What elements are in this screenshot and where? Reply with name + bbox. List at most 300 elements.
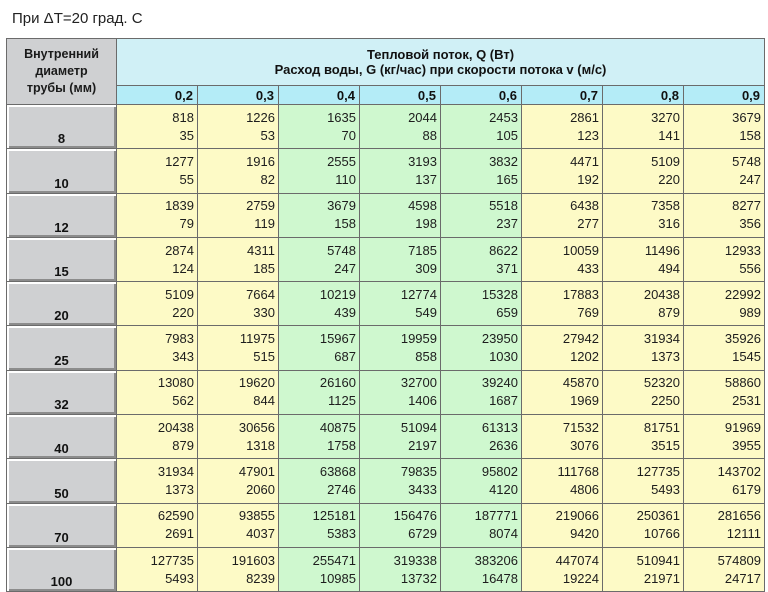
water-flow-value: 1373 (165, 482, 194, 498)
heat-flow-value: 125181 (312, 508, 356, 524)
heat-flow-value: 10219 (319, 286, 356, 302)
heat-flow-value: 71532 (562, 419, 599, 435)
value-cell (360, 193, 441, 237)
water-flow-value: 88 (422, 127, 437, 143)
water-flow-value: 2636 (489, 437, 518, 453)
water-flow-value: 119 (254, 216, 275, 232)
value-cell (279, 370, 360, 414)
heat-flow-value: 81751 (643, 419, 680, 435)
water-flow-value: 19224 (562, 570, 599, 586)
water-flow-value: 879 (172, 437, 194, 453)
water-flow-value: 12111 (726, 526, 762, 542)
water-flow-value: 4120 (489, 482, 518, 498)
heat-flow-value: 39240 (481, 375, 518, 391)
value-cell (198, 149, 279, 193)
water-flow-value: 1406 (408, 393, 437, 409)
heat-flow-value: 23950 (481, 331, 518, 347)
heat-flow-value: 32700 (400, 375, 437, 391)
heat-flow-value: 93855 (238, 508, 275, 524)
value-cell (198, 326, 279, 370)
value-cell (279, 326, 360, 370)
diameter-cell: 32 (7, 370, 117, 414)
value-cell (603, 503, 684, 547)
value-cell (522, 105, 603, 149)
value-cell (522, 326, 603, 370)
diameter-header-line: трубы (мм) (26, 81, 97, 95)
water-flow-value: 1125 (328, 393, 356, 409)
value-cell (117, 237, 198, 281)
value-cell (441, 415, 522, 459)
value-cell (117, 415, 198, 459)
water-flow-value: 858 (415, 349, 437, 365)
value-cell (360, 415, 441, 459)
water-flow-value: 5493 (651, 482, 680, 498)
heat-flow-value: 1635 (327, 109, 356, 125)
title-heat-flow: Тепловой поток, Q (Вт) (366, 47, 515, 62)
heat-flow-value: 1839 (165, 198, 194, 214)
table-caption: При ΔT=20 град. С (12, 10, 143, 27)
water-flow-value: 1758 (327, 437, 356, 453)
speed-header-cell: 0,9 (684, 86, 765, 105)
water-flow-value: 2531 (732, 393, 762, 409)
water-flow-value: 55 (179, 171, 194, 187)
value-cell (522, 149, 603, 193)
heat-flow-value: 187771 (474, 508, 518, 524)
table-row (7, 149, 765, 193)
heat-flow-value: 7664 (246, 286, 275, 302)
speed-header-cell: 0,5 (360, 86, 441, 105)
value-cell (279, 237, 360, 281)
heat-flow-value: 250361 (636, 508, 680, 524)
water-flow-value: 237 (496, 216, 518, 232)
value-cell (198, 105, 279, 149)
water-flow-value: 4037 (246, 526, 275, 542)
diameter-header-line: Внутренний (24, 47, 99, 61)
heat-flow-value: 15328 (481, 286, 518, 302)
water-flow-value: 220 (172, 304, 194, 320)
water-flow-value: 123 (577, 127, 599, 143)
water-flow-value: 556 (739, 260, 762, 276)
value-cell (522, 282, 603, 326)
heat-flow-value: 219066 (555, 508, 599, 524)
speed-header-cell: 0,6 (441, 86, 522, 105)
value-cell (279, 282, 360, 326)
water-flow-value: 5493 (165, 570, 194, 586)
water-flow-value: 6729 (408, 526, 437, 542)
water-flow-value: 2060 (246, 482, 275, 498)
heat-flow-value: 5748 (732, 153, 762, 169)
water-flow-value: 1030 (489, 349, 518, 365)
diameter-header (7, 39, 117, 105)
diameter-cell: 50 (7, 459, 117, 503)
heat-flow-value: 17883 (562, 286, 599, 302)
speed-header-cell: 0,3 (198, 86, 279, 105)
table-row (7, 237, 765, 281)
diameter-cell: 100 (7, 547, 117, 591)
value-cell (441, 237, 522, 281)
diameter-cell: 25 (7, 326, 117, 370)
heat-flow-value: 10059 (562, 242, 599, 258)
water-flow-value: 309 (415, 260, 437, 276)
speed-header-cell: 0,7 (522, 86, 603, 105)
value-cell (441, 193, 522, 237)
heat-flow-value: 447074 (555, 552, 599, 568)
heat-flow-value: 31934 (157, 464, 194, 480)
heat-flow-value: 3832 (489, 153, 518, 169)
speed-header-row (7, 86, 765, 105)
heat-flow-value: 127735 (636, 464, 680, 480)
value-cell (279, 149, 360, 193)
heat-flow-value: 1916 (246, 153, 275, 169)
diameter-cell: 40 (7, 415, 117, 459)
table-row (7, 370, 765, 414)
water-flow-value: 110 (335, 171, 356, 187)
table-row (7, 282, 765, 326)
heat-flow-value: 20438 (157, 419, 194, 435)
value-cell (522, 459, 603, 503)
table-row (7, 193, 765, 237)
value-cell (441, 282, 522, 326)
value-cell (360, 237, 441, 281)
value-cell (279, 503, 360, 547)
value-cell (198, 459, 279, 503)
value-cell (117, 370, 198, 414)
value-cell (360, 282, 441, 326)
heat-flow-value: 12933 (724, 242, 762, 258)
water-flow-value: 1969 (570, 393, 599, 409)
diameter-cell: 15 (7, 237, 117, 281)
value-cell (117, 149, 198, 193)
value-cell (441, 547, 522, 591)
water-flow-value: 53 (260, 127, 275, 143)
water-flow-value: 13732 (400, 570, 437, 586)
heat-flow-value: 30656 (238, 419, 275, 435)
water-flow-value: 158 (334, 216, 356, 232)
water-flow-value: 2250 (651, 393, 680, 409)
value-cell (117, 326, 198, 370)
value-cell (360, 105, 441, 149)
heat-flow-value: 2453 (489, 109, 518, 125)
value-cell (198, 547, 279, 591)
heat-flow-value: 4598 (408, 198, 437, 214)
value-cell (441, 370, 522, 414)
water-flow-value: 356 (739, 216, 762, 232)
water-flow-value: 4806 (570, 482, 599, 498)
heat-flow-value: 19620 (238, 375, 275, 391)
water-flow-value: 1545 (732, 349, 762, 365)
heat-flow-value: 2874 (165, 242, 194, 258)
heat-flow-value: 63868 (319, 464, 356, 480)
heat-flow-value: 5748 (327, 242, 356, 258)
water-flow-value: 2746 (327, 482, 356, 498)
value-cell (684, 370, 765, 414)
water-flow-value: 82 (260, 171, 275, 187)
heat-flow-value: 319338 (393, 552, 437, 568)
water-flow-value: 371 (496, 260, 518, 276)
water-flow-value: 989 (739, 304, 762, 320)
water-flow-value: 549 (415, 304, 437, 320)
heat-flow-value: 8277 (732, 198, 762, 214)
water-flow-value: 79 (179, 216, 194, 232)
value-cell (117, 459, 198, 503)
water-flow-value: 3076 (570, 437, 599, 453)
water-flow-value: 9420 (570, 526, 599, 542)
water-flow-value: 1202 (570, 349, 599, 365)
value-cell (279, 105, 360, 149)
value-cell (198, 193, 279, 237)
water-flow-value: 439 (334, 304, 356, 320)
heat-flow-value: 11975 (239, 331, 275, 347)
heat-flow-value: 510941 (636, 552, 680, 568)
water-flow-value: 879 (658, 304, 680, 320)
water-flow-value: 141 (658, 127, 680, 143)
value-cell (360, 503, 441, 547)
heat-flow-value: 40875 (319, 419, 356, 435)
value-cell (603, 105, 684, 149)
table-row (7, 459, 765, 503)
water-flow-value: 769 (577, 304, 599, 320)
water-flow-value: 220 (658, 171, 680, 187)
heat-flow-value: 281656 (717, 508, 762, 524)
heat-flow-value: 13080 (157, 375, 194, 391)
value-cell (360, 547, 441, 591)
heat-flow-value: 61313 (481, 419, 518, 435)
water-flow-value: 433 (577, 260, 599, 276)
water-flow-value: 185 (253, 260, 275, 276)
heat-flow-value: 27942 (562, 331, 599, 347)
heat-flow-value: 47901 (238, 464, 275, 480)
value-cell (279, 459, 360, 503)
value-cell (603, 193, 684, 237)
water-flow-value: 844 (253, 393, 275, 409)
heat-flow-value: 1277 (165, 153, 194, 169)
value-cell (522, 237, 603, 281)
diameter-cell: 8 (7, 105, 117, 149)
water-flow-value: 343 (172, 349, 194, 365)
diameter-cell: 10 (7, 149, 117, 193)
water-flow-value: 562 (172, 393, 194, 409)
heat-flow-value: 574809 (717, 552, 762, 568)
value-cell (603, 149, 684, 193)
heat-flow-value: 4471 (570, 153, 599, 169)
value-cell (684, 237, 765, 281)
water-flow-value: 137 (415, 171, 437, 187)
value-cell (684, 459, 765, 503)
water-flow-value: 330 (253, 304, 275, 320)
value-cell (360, 326, 441, 370)
water-flow-value: 124 (172, 260, 194, 276)
diameter-header-line: диаметр (35, 64, 88, 78)
value-cell (684, 547, 765, 591)
table-title (117, 39, 765, 86)
water-flow-value: 21971 (643, 570, 680, 586)
heat-flow-value: 7358 (651, 198, 680, 214)
heat-flow-value: 5109 (651, 153, 680, 169)
heat-flow-value: 31934 (643, 331, 680, 347)
heat-flow-value: 26160 (319, 375, 356, 391)
heat-flow-value: 7983 (165, 331, 194, 347)
value-cell (117, 193, 198, 237)
value-cell (441, 459, 522, 503)
water-flow-value: 6179 (732, 482, 762, 498)
value-cell (198, 237, 279, 281)
water-flow-value: 3433 (408, 482, 437, 498)
heat-flow-value: 35926 (724, 331, 762, 347)
value-cell (279, 415, 360, 459)
title-water-flow: Расход воды, G (кг/час) при скорости потока v (м/с) (274, 62, 607, 77)
water-flow-value: 1318 (246, 437, 275, 453)
heat-flow-value: 12774 (400, 286, 437, 302)
value-cell (603, 326, 684, 370)
water-flow-value: 247 (334, 260, 356, 276)
diameter-cell: 12 (7, 193, 117, 237)
heat-flow-value: 3193 (408, 153, 437, 169)
heat-flow-value: 79835 (400, 464, 437, 480)
heat-flow-value: 15967 (319, 331, 356, 347)
heat-flow-value: 52320 (643, 375, 680, 391)
heat-flow-value: 58860 (724, 375, 762, 391)
table-row (7, 547, 765, 591)
heat-flow-value: 143702 (717, 464, 762, 480)
water-flow-value: 687 (334, 349, 356, 365)
heat-flow-value: 127735 (150, 552, 194, 568)
heat-flow-value: 7185 (408, 242, 437, 258)
value-cell (117, 503, 198, 547)
diameter-cell: 70 (7, 503, 117, 547)
value-cell (198, 370, 279, 414)
table-body (7, 105, 765, 592)
value-cell (684, 415, 765, 459)
heat-flow-value: 383206 (474, 552, 518, 568)
water-flow-value: 3955 (732, 437, 762, 453)
heat-flow-value: 3270 (651, 109, 680, 125)
water-flow-value: 198 (415, 216, 437, 232)
heat-flow-value: 191603 (231, 552, 275, 568)
heat-flow-value: 156476 (393, 508, 437, 524)
value-cell (279, 547, 360, 591)
value-cell (603, 415, 684, 459)
value-cell (441, 326, 522, 370)
heat-flow-value: 62590 (157, 508, 194, 524)
heat-flow-value: 51094 (400, 419, 437, 435)
heat-flow-value: 22992 (724, 286, 762, 302)
water-flow-value: 10985 (319, 570, 356, 586)
value-cell (684, 149, 765, 193)
water-flow-value: 277 (577, 216, 599, 232)
value-cell (360, 459, 441, 503)
heat-flow-value: 2861 (570, 109, 599, 125)
table-row (7, 503, 765, 547)
water-flow-value: 247 (739, 171, 762, 187)
water-flow-value: 8074 (489, 526, 518, 542)
value-cell (684, 105, 765, 149)
heat-flow-value: 2759 (246, 198, 275, 214)
water-flow-value: 659 (496, 304, 518, 320)
water-flow-value: 2197 (408, 437, 437, 453)
diameter-cell: 20 (7, 282, 117, 326)
water-flow-value: 24717 (724, 570, 762, 586)
heat-flow-value: 5109 (165, 286, 194, 302)
value-cell (522, 503, 603, 547)
heat-flow-value: 4311 (247, 242, 275, 258)
value-cell (603, 282, 684, 326)
value-cell (603, 370, 684, 414)
value-cell (279, 193, 360, 237)
water-flow-value: 35 (179, 127, 194, 143)
value-cell (603, 459, 684, 503)
water-flow-value: 316 (658, 216, 680, 232)
value-cell (684, 326, 765, 370)
heat-flow-value: 3679 (327, 198, 356, 214)
heat-flow-value: 111768 (557, 464, 599, 480)
value-cell (198, 503, 279, 547)
heat-flow-value: 8622 (489, 242, 518, 258)
speed-header-cell: 0,2 (117, 86, 198, 105)
heat-flow-value: 45870 (562, 375, 599, 391)
water-flow-value: 70 (341, 127, 356, 143)
value-cell (522, 193, 603, 237)
heat-flow-value: 6438 (570, 198, 599, 214)
value-cell (441, 503, 522, 547)
heat-flow-value: 1226 (246, 109, 275, 125)
heat-flow-value: 2044 (408, 109, 437, 125)
value-cell (603, 547, 684, 591)
value-cell (684, 193, 765, 237)
heat-flow-table (6, 38, 765, 592)
water-flow-value: 515 (253, 349, 275, 365)
value-cell (198, 282, 279, 326)
table-row (7, 326, 765, 370)
heat-flow-value: 255471 (312, 552, 356, 568)
water-flow-value: 8239 (246, 570, 275, 586)
heat-flow-value: 19959 (400, 331, 437, 347)
water-flow-value: 1687 (489, 393, 518, 409)
speed-header-cell: 0,8 (603, 86, 684, 105)
water-flow-value: 5383 (327, 526, 356, 542)
speed-header-cell: 0,4 (279, 86, 360, 105)
water-flow-value: 105 (496, 127, 518, 143)
water-flow-value: 1373 (651, 349, 680, 365)
water-flow-value: 158 (739, 127, 762, 143)
value-cell (360, 149, 441, 193)
water-flow-value: 2691 (165, 526, 194, 542)
heat-flow-value: 5518 (489, 198, 518, 214)
value-cell (684, 282, 765, 326)
value-cell (603, 237, 684, 281)
heat-flow-value: 2555 (327, 153, 356, 169)
heat-flow-value: 818 (172, 109, 194, 125)
water-flow-value: 3515 (651, 437, 680, 453)
heat-flow-value: 11496 (644, 242, 680, 258)
value-cell (360, 370, 441, 414)
value-cell (522, 370, 603, 414)
value-cell (522, 547, 603, 591)
water-flow-value: 10766 (643, 526, 680, 542)
value-cell (117, 105, 198, 149)
heat-flow-value: 3679 (732, 109, 762, 125)
heat-flow-value: 20438 (643, 286, 680, 302)
water-flow-value: 165 (496, 171, 518, 187)
heat-flow-value: 91969 (724, 419, 762, 435)
value-cell (684, 503, 765, 547)
value-cell (198, 415, 279, 459)
water-flow-value: 16478 (481, 570, 518, 586)
table-row (7, 105, 765, 149)
water-flow-value: 192 (577, 171, 599, 187)
value-cell (441, 105, 522, 149)
value-cell (117, 547, 198, 591)
water-flow-value: 494 (658, 260, 680, 276)
